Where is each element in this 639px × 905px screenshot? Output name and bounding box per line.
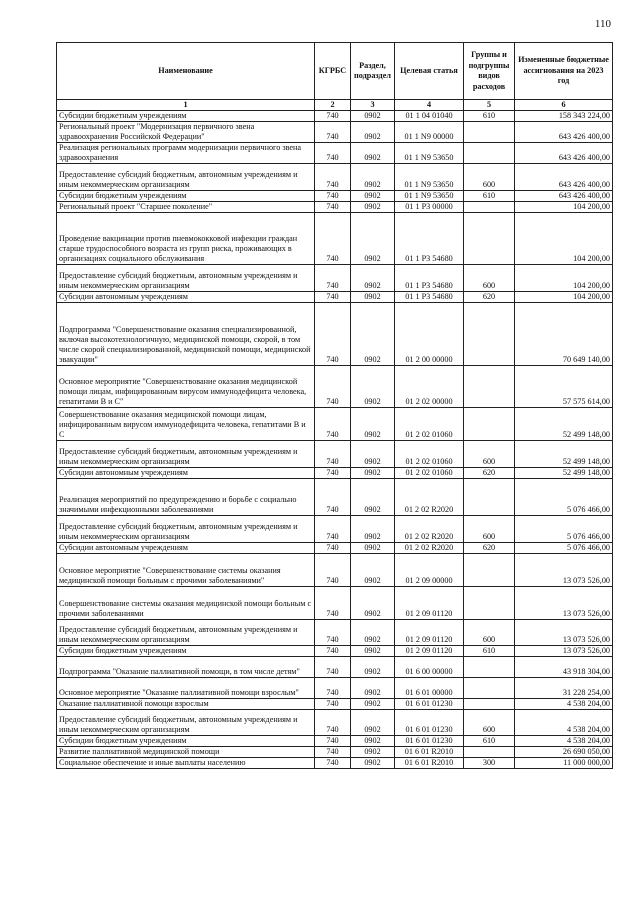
cell-stat: 01 1 P3 54680	[395, 292, 464, 303]
cell-stat: 01 2 02 01060	[395, 468, 464, 479]
cell-kgrbs: 740	[315, 122, 351, 143]
header-stat: Целевая статья	[395, 43, 464, 100]
cell-name: Субсидии автономным учреждениям	[57, 543, 315, 554]
cell-sum: 13 073 526,00	[515, 646, 613, 657]
cell-razdel: 0902	[351, 366, 395, 408]
cell-name: Субсидии автономным учреждениям	[57, 292, 315, 303]
cell-sum: 57 575 614,00	[515, 366, 613, 408]
cell-razdel: 0902	[351, 543, 395, 554]
cell-vid: 600	[464, 164, 515, 191]
cell-sum: 31 228 254,00	[515, 678, 613, 699]
cell-sum: 13 073 526,00	[515, 554, 613, 587]
cell-stat: 01 2 02 00000	[395, 366, 464, 408]
cell-razdel: 0902	[351, 441, 395, 468]
cell-name: Субсидии бюджетным учреждениям	[57, 191, 315, 202]
table-row	[57, 202, 613, 213]
table-row	[57, 441, 613, 468]
cell-sum: 104 200,00	[515, 213, 613, 265]
cell-name: Субсидии автономным учреждениям	[57, 468, 315, 479]
cell-name: Предоставление субсидий бюджетным, автономным учреждениям и иным некоммерческим организациям	[57, 710, 315, 736]
cell-razdel: 0902	[351, 657, 395, 678]
cell-kgrbs: 740	[315, 292, 351, 303]
cell-vid	[464, 678, 515, 699]
cell-razdel: 0902	[351, 678, 395, 699]
table-row	[57, 366, 613, 408]
cell-kgrbs: 740	[315, 441, 351, 468]
cell-kgrbs: 740	[315, 554, 351, 587]
cell-stat: 01 2 02 01060	[395, 408, 464, 441]
header-sum: Измененные бюджетные ассигнования на 2023 год	[515, 43, 613, 100]
cell-kgrbs: 740	[315, 366, 351, 408]
cell-kgrbs: 740	[315, 202, 351, 213]
cell-name: Предоставление субсидий бюджетным, автономным учреждениям и иным некоммерческим организациям	[57, 620, 315, 646]
cell-sum: 13 073 526,00	[515, 620, 613, 646]
table-row	[57, 408, 613, 441]
cell-vid: 610	[464, 111, 515, 122]
page-number: 110	[594, 18, 611, 30]
column-number: 5	[464, 100, 515, 111]
cell-razdel: 0902	[351, 122, 395, 143]
cell-sum: 11 000 000,00	[515, 758, 613, 769]
table-row	[57, 699, 613, 710]
cell-vid	[464, 122, 515, 143]
cell-sum: 104 200,00	[515, 202, 613, 213]
cell-sum: 104 200,00	[515, 265, 613, 292]
cell-stat: 01 1 P3 54680	[395, 265, 464, 292]
cell-razdel: 0902	[351, 303, 395, 366]
table-header-row	[57, 43, 613, 100]
cell-stat: 01 2 02 R2020	[395, 543, 464, 554]
cell-kgrbs: 740	[315, 516, 351, 543]
cell-name: Предоставление субсидий бюджетным, автономным учреждениям и иным некоммерческим организациям	[57, 164, 315, 191]
table-row	[57, 213, 613, 265]
column-number: 1	[57, 100, 315, 111]
cell-sum: 104 200,00	[515, 292, 613, 303]
cell-razdel: 0902	[351, 213, 395, 265]
cell-vid: 600	[464, 710, 515, 736]
cell-stat: 01 2 09 01120	[395, 646, 464, 657]
table-row	[57, 646, 613, 657]
cell-vid: 610	[464, 646, 515, 657]
cell-stat: 01 6 01 01230	[395, 699, 464, 710]
cell-razdel: 0902	[351, 265, 395, 292]
cell-sum: 13 073 526,00	[515, 587, 613, 620]
cell-razdel: 0902	[351, 164, 395, 191]
cell-razdel: 0902	[351, 408, 395, 441]
cell-vid	[464, 747, 515, 758]
cell-sum: 643 426 400,00	[515, 143, 613, 164]
table-row	[57, 303, 613, 366]
cell-stat: 01 2 09 01120	[395, 620, 464, 646]
cell-razdel: 0902	[351, 747, 395, 758]
cell-name: Социальное обеспечение и иные выплаты населению	[57, 758, 315, 769]
cell-razdel: 0902	[351, 620, 395, 646]
cell-name: Региональный проект "Модернизация первичного звена здравоохранения Российской Федерации"	[57, 122, 315, 143]
cell-razdel: 0902	[351, 710, 395, 736]
cell-vid: 610	[464, 191, 515, 202]
cell-stat: 01 1 N9 53650	[395, 191, 464, 202]
table-body	[57, 111, 613, 769]
cell-vid	[464, 213, 515, 265]
cell-stat: 01 1 N9 00000	[395, 122, 464, 143]
cell-razdel: 0902	[351, 758, 395, 769]
cell-stat: 01 1 P3 54680	[395, 213, 464, 265]
cell-name: Предоставление субсидий бюджетным, автономным учреждениям и иным некоммерческим организациям	[57, 516, 315, 543]
cell-kgrbs: 740	[315, 736, 351, 747]
cell-name: Проведение вакцинации против пневмококковой инфекции граждан старше трудоспособного возраста из групп риска, проживающих в организациях социального обслуживания	[57, 213, 315, 265]
cell-vid	[464, 587, 515, 620]
cell-name: Основное мероприятие "Совершенствование системы оказания медицинской помощи больным с прочими заболеваниями"	[57, 554, 315, 587]
header-razdel: Раздел, подраздел	[351, 43, 395, 100]
cell-razdel: 0902	[351, 202, 395, 213]
cell-name: Региональный проект "Старшее поколение"	[57, 202, 315, 213]
cell-kgrbs: 740	[315, 710, 351, 736]
cell-kgrbs: 740	[315, 678, 351, 699]
table-row	[57, 265, 613, 292]
cell-kgrbs: 740	[315, 408, 351, 441]
cell-vid	[464, 479, 515, 516]
cell-razdel: 0902	[351, 646, 395, 657]
cell-kgrbs: 740	[315, 587, 351, 620]
column-number-row	[57, 100, 613, 111]
cell-razdel: 0902	[351, 292, 395, 303]
table-row	[57, 516, 613, 543]
cell-vid: 600	[464, 620, 515, 646]
cell-sum: 52 499 148,00	[515, 408, 613, 441]
table-row	[57, 736, 613, 747]
cell-vid	[464, 366, 515, 408]
cell-razdel: 0902	[351, 468, 395, 479]
cell-stat: 01 6 01 R2010	[395, 758, 464, 769]
cell-kgrbs: 740	[315, 111, 351, 122]
cell-name: Подпрограмма "Совершенствование оказания специализированной, включая высокотехнологичную, медицинской помощи, скорой, в том числе скорой специализированной, медицинской помощи, медицинской эвакуации"	[57, 303, 315, 366]
cell-kgrbs: 740	[315, 213, 351, 265]
table-row	[57, 554, 613, 587]
cell-kgrbs: 740	[315, 265, 351, 292]
cell-sum: 70 649 140,00	[515, 303, 613, 366]
cell-stat: 01 2 02 01060	[395, 441, 464, 468]
cell-name: Субсидии бюджетным учреждениям	[57, 111, 315, 122]
cell-stat: 01 2 00 00000	[395, 303, 464, 366]
cell-vid: 610	[464, 736, 515, 747]
table-row	[57, 111, 613, 122]
cell-vid	[464, 202, 515, 213]
cell-stat: 01 1 04 01040	[395, 111, 464, 122]
cell-sum: 158 343 224,00	[515, 111, 613, 122]
cell-sum: 643 426 400,00	[515, 164, 613, 191]
cell-razdel: 0902	[351, 479, 395, 516]
cell-stat: 01 1 N9 53650	[395, 143, 464, 164]
cell-stat: 01 6 01 01230	[395, 736, 464, 747]
cell-kgrbs: 740	[315, 303, 351, 366]
cell-stat: 01 6 01 01230	[395, 710, 464, 736]
cell-name: Развитие паллиативной медицинской помощи	[57, 747, 315, 758]
cell-vid: 620	[464, 543, 515, 554]
cell-sum: 4 538 204,00	[515, 710, 613, 736]
table-row	[57, 143, 613, 164]
cell-sum: 643 426 400,00	[515, 191, 613, 202]
cell-stat: 01 6 01 00000	[395, 678, 464, 699]
cell-name: Основное мероприятие "Оказание паллиативной помощи взрослым"	[57, 678, 315, 699]
table-row	[57, 620, 613, 646]
header-vid: Группы и подгруппы видов расходов	[464, 43, 515, 100]
budget-table	[56, 42, 613, 769]
cell-vid	[464, 554, 515, 587]
cell-vid: 600	[464, 441, 515, 468]
header-name: Наименование	[57, 43, 315, 100]
cell-sum: 52 499 148,00	[515, 441, 613, 468]
table-row	[57, 479, 613, 516]
cell-razdel: 0902	[351, 699, 395, 710]
table-row	[57, 543, 613, 554]
table-row	[57, 191, 613, 202]
cell-vid	[464, 143, 515, 164]
cell-sum: 4 538 204,00	[515, 736, 613, 747]
cell-name: Оказание паллиативной помощи взрослым	[57, 699, 315, 710]
cell-razdel: 0902	[351, 587, 395, 620]
cell-vid: 600	[464, 516, 515, 543]
cell-vid	[464, 699, 515, 710]
cell-sum: 26 690 050,00	[515, 747, 613, 758]
cell-razdel: 0902	[351, 554, 395, 587]
cell-vid: 300	[464, 758, 515, 769]
cell-name: Предоставление субсидий бюджетным, автономным учреждениям и иным некоммерческим организациям	[57, 265, 315, 292]
cell-name: Совершенствование оказания медицинской помощи лицам, инфицированным вирусом иммунодефицита человека, гепатитами В и С	[57, 408, 315, 441]
cell-kgrbs: 740	[315, 747, 351, 758]
cell-sum: 4 538 204,00	[515, 699, 613, 710]
table-row	[57, 747, 613, 758]
column-number: 3	[351, 100, 395, 111]
table-row	[57, 678, 613, 699]
column-number: 2	[315, 100, 351, 111]
cell-kgrbs: 740	[315, 646, 351, 657]
cell-kgrbs: 740	[315, 758, 351, 769]
cell-kgrbs: 740	[315, 699, 351, 710]
table-row	[57, 468, 613, 479]
cell-razdel: 0902	[351, 736, 395, 747]
cell-stat: 01 2 09 01120	[395, 587, 464, 620]
cell-vid	[464, 408, 515, 441]
cell-stat: 01 1 N9 53650	[395, 164, 464, 191]
cell-kgrbs: 740	[315, 657, 351, 678]
table-row	[57, 657, 613, 678]
cell-stat: 01 6 00 00000	[395, 657, 464, 678]
cell-vid: 620	[464, 292, 515, 303]
cell-kgrbs: 740	[315, 143, 351, 164]
cell-sum: 643 426 400,00	[515, 122, 613, 143]
cell-stat: 01 6 01 R2010	[395, 747, 464, 758]
cell-stat: 01 2 02 R2020	[395, 516, 464, 543]
cell-vid	[464, 657, 515, 678]
table-row	[57, 587, 613, 620]
cell-stat: 01 2 09 00000	[395, 554, 464, 587]
cell-sum: 43 918 304,00	[515, 657, 613, 678]
cell-razdel: 0902	[351, 143, 395, 164]
cell-kgrbs: 740	[315, 468, 351, 479]
cell-kgrbs: 740	[315, 479, 351, 516]
cell-razdel: 0902	[351, 111, 395, 122]
cell-name: Субсидии бюджетным учреждениям	[57, 646, 315, 657]
cell-stat: 01 1 P3 00000	[395, 202, 464, 213]
cell-name: Реализация региональных программ модернизации первичного звена здравоохранения	[57, 143, 315, 164]
cell-vid: 620	[464, 468, 515, 479]
cell-kgrbs: 740	[315, 620, 351, 646]
cell-name: Подпрограмма "Оказание паллиативной помощи, в том числе детям"	[57, 657, 315, 678]
header-kgrbs: КГРБС	[315, 43, 351, 100]
cell-name: Совершенствование системы оказания медицинской помощи больным с прочими заболеваниями	[57, 587, 315, 620]
column-number: 4	[395, 100, 464, 111]
table-row	[57, 122, 613, 143]
cell-kgrbs: 740	[315, 191, 351, 202]
cell-vid: 600	[464, 265, 515, 292]
cell-razdel: 0902	[351, 516, 395, 543]
cell-name: Субсидии бюджетным учреждениям	[57, 736, 315, 747]
cell-name: Реализация мероприятий по предупреждению и борьбе с социально значимыми инфекционными заболеваниями	[57, 479, 315, 516]
table-row	[57, 758, 613, 769]
cell-kgrbs: 740	[315, 164, 351, 191]
cell-sum: 5 076 466,00	[515, 516, 613, 543]
cell-sum: 52 499 148,00	[515, 468, 613, 479]
table-row	[57, 164, 613, 191]
cell-kgrbs: 740	[315, 543, 351, 554]
cell-sum: 5 076 466,00	[515, 479, 613, 516]
column-number: 6	[515, 100, 613, 111]
table-row	[57, 292, 613, 303]
table-row	[57, 710, 613, 736]
cell-vid	[464, 303, 515, 366]
cell-name: Предоставление субсидий бюджетным, автономным учреждениям и иным некоммерческим организациям	[57, 441, 315, 468]
cell-razdel: 0902	[351, 191, 395, 202]
cell-sum: 5 076 466,00	[515, 543, 613, 554]
cell-stat: 01 2 02 R2020	[395, 479, 464, 516]
cell-name: Основное мероприятие "Совершенствование оказания медицинской помощи лицам, инфицированным вирусом иммунодефицита человека, гепатитами В и С"	[57, 366, 315, 408]
